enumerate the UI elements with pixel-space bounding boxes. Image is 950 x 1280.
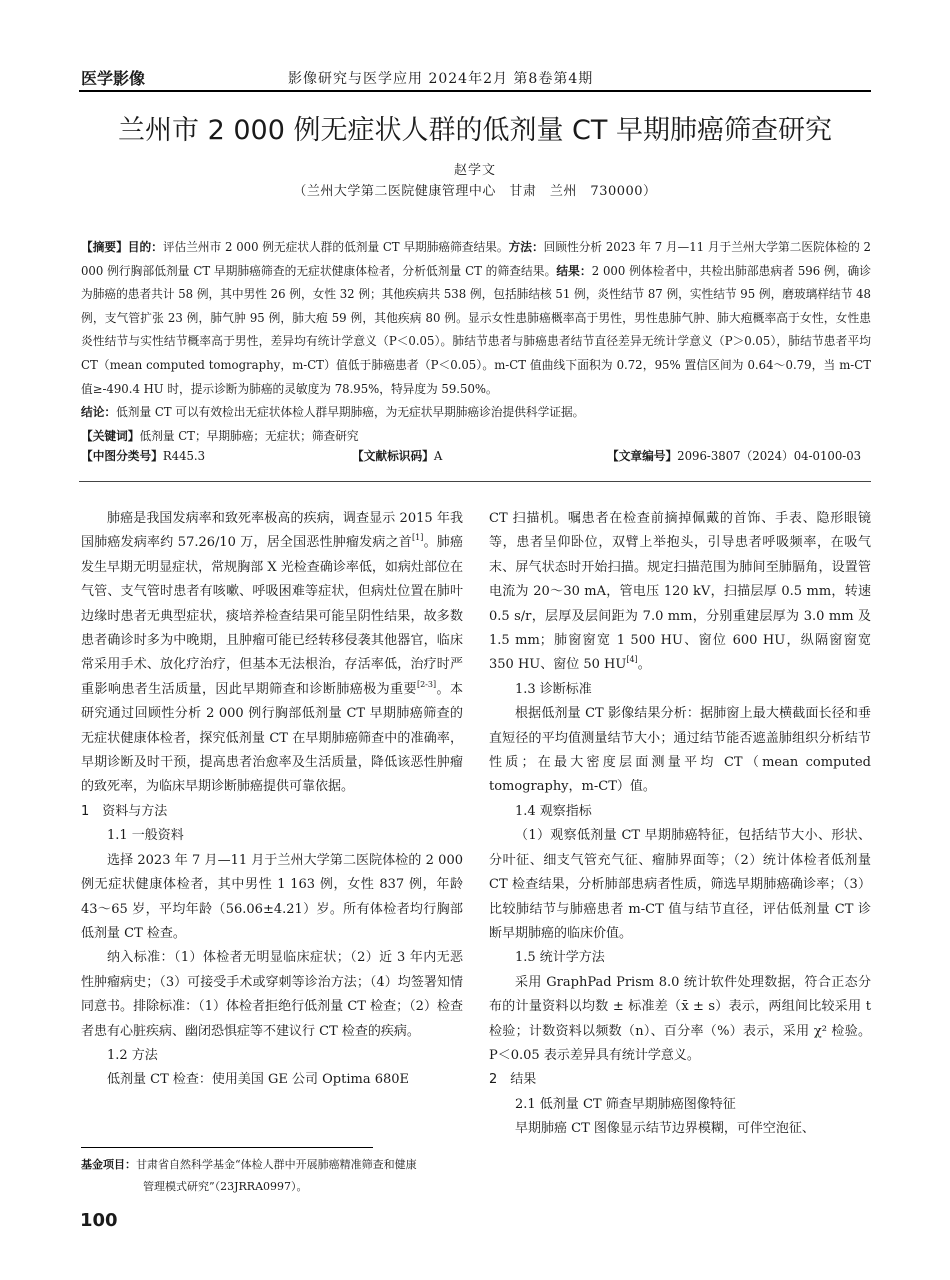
citation: [4] bbox=[626, 655, 638, 665]
method-label: 方法： bbox=[508, 240, 544, 254]
funding-text-1: 甘肃省自然科学基金“体检人群中开展肺癌精准筛查和健康 bbox=[136, 1158, 417, 1171]
paragraph-statistics: 采用 GraphPad Prism 8.0 统计软件处理数据，符合正态分布的计量资料以均数 ± 标准差（x̄ ± s）表示，两组间比较采用 t 检验；计数资料以频数（n）、百分率（%）表示，采用 χ² 检验。P＜0.05 表示差异具有统计学意义。 bbox=[489, 974, 871, 1063]
funding-text-2: 管理模式研究”（23JRRA0997）。 bbox=[143, 1180, 308, 1193]
abstract-result: 2 000 例体检者中，共检出肺部患病者 596 例，确诊为肺癌的患者共计 58 例，其中男性 26 例，女性 32 例；其他疾病共 538 例，包括肺结核 51 例，炎性结节 87 例，实性结节 95 例，磨玻璃样结节 48 例，支气管扩张 23 例，肺气肿 95 例，肺大疱 59 例，其他疾病 80 例。显示女性患肺癌概率高于男性，男性患肺气肿、肺大疱概率高于女性，女性患炎性结节与实性结节概率高于男性，差异均有统计学意义（P＜0.05）。肺结节患者与肺癌患者结节直径差异无统计学意义（P＞0.05），肺结节患者平均 CT（mean computed tomography，m-CT）值低于肺癌患者（P＜0.05）。m-CT 值曲线下面积为 0.72，95% 置信区间为 0.64～0.79，当 m-CT 值≥-490.4 HU 时，提示诊断为肺癌的灵敏度为 78.95%，特异度为 59.50%。 bbox=[81, 263, 871, 396]
article-value: 2096-3807（2024）04-0100-03 bbox=[677, 449, 862, 463]
result-label: 结果： bbox=[556, 263, 592, 278]
section-label: 医学影像 bbox=[81, 69, 146, 88]
keywords bbox=[81, 425, 871, 447]
heading-diagnostic-criteria: 1.3 诊断标准 bbox=[515, 681, 592, 697]
paragraph-diagnostic-criteria: 根据低剂量 CT 影像结果分析：据肺窗上最大横截面长径和垂直短径的平均值测量结节大小；通过结节能否遮盖肺组织分析结节性质；在最大密度层面测量平均 CT（mean computed tomography，m-CT）值。 bbox=[489, 706, 871, 795]
intro-paragraph bbox=[81, 507, 463, 800]
article-number bbox=[607, 448, 861, 464]
keywords-label: 【关键词】 bbox=[81, 429, 140, 443]
intro-text-1: 肺癌是我国发病率和致死率极高的疾病，调查显示 2015 年我国肺癌发病率约 57.26/10 万，居全国恶性肿瘤发病之首 bbox=[81, 511, 463, 551]
clc-label: 【中图分类号】 bbox=[81, 449, 163, 463]
affiliation: （兰州大学第二医院健康管理中心 甘肃 兰州 730000） bbox=[293, 184, 657, 199]
intro-text-2: 。肺癌发生早期无明显症状，常规胸部 X 光检查确诊率低，如病灶部位在气管、支气管时患者有咳嗽、呼吸困难等症状，但病灶位置在肺叶边缘时患者无典型症状，痰培养检查结果可能呈阴性结果，故多数患者确诊时多为中晚期，且肿瘤可能已经转移侵袭其他器官，临床常采用手术、放化疗治疗，但基本无法根治，存活率低，治疗时严重影响患者生活质量，因此早期筛查和诊断肺癌极为重要 bbox=[81, 535, 463, 697]
heading-method: 1.2 方法 bbox=[107, 1047, 158, 1063]
paragraph-method-cont bbox=[489, 507, 871, 678]
paragraph-method: 低剂量 CT 检查：使用美国 GE 公司 Optima 680E bbox=[107, 1072, 410, 1088]
heading-general-data: 1.1 一般资料 bbox=[107, 828, 184, 844]
page-number: 100 bbox=[80, 1210, 118, 1231]
heading-statistics: 1.5 统计学方法 bbox=[515, 950, 605, 966]
journal-header: 影像研究与医学应用 2024年2月 第8卷第4期 bbox=[288, 71, 594, 87]
citation: [2-3] bbox=[416, 679, 437, 689]
doc-value: A bbox=[433, 449, 443, 463]
paragraph-observation: （1）观察低剂量 CT 早期肺癌特征，包括结节大小、形状、分叶征、细支气管充气征、瘤肺界面等；（2）统计体检者低剂量 CT 检查结果，分析肺部患病者性质，筛选早期肺癌确诊率；（3）比较肺结节与肺癌患者 m-CT 值与结节直径，评估低剂量 CT 诊断早期肺癌的临床价值。 bbox=[489, 828, 871, 941]
doc-code bbox=[352, 448, 442, 464]
article-label: 【文章编号】 bbox=[607, 449, 678, 463]
clc-value: R445.3 bbox=[162, 449, 206, 463]
method-cont-text: CT 扫描机。嘱患者在检查前摘掉佩戴的首饰、手表、隐形眼镜等，患者呈仰卧位，双臂上举抱头，引导患者呼吸频率，在吸气末、屏气状态时开始扫描。规定扫描范围为肺间至肺膈角，设置管电流为 20～30 mA，管电压 120 kV，扫描层厚 0.5 mm，转速 0.5 s/r，层厚及层间距为 7.0 mm，分别重建层厚为 3.0 mm 及 1.5 mm；肺窗窗宽 1 500 HU、窗位 600 HU，纵隔窗窗宽 350 HU、窗位 50 HU bbox=[489, 511, 871, 673]
left-column bbox=[81, 507, 463, 1093]
abstract-label: 【摘要】 bbox=[81, 240, 128, 254]
citation: [1] bbox=[412, 533, 424, 543]
footnote-rule bbox=[81, 1147, 373, 1148]
purpose-label: 目的： bbox=[127, 240, 163, 254]
heading-observation: 1.4 观察指标 bbox=[515, 803, 592, 819]
paragraph-general-data: 选择 2023 年 7 月—11 月于兰州大学第二医院体检的 2 000 例无症状健康体检者，其中男性 1 163 例，女性 837 例，年龄 43～65 岁，平均年龄（56.06±4.21）岁。所有体检者均行胸部低剂量 CT 检查。 bbox=[81, 852, 463, 941]
paragraph-image-features: 早期肺癌 CT 图像显示结节边界模糊，可伴空泡征、 bbox=[515, 1121, 815, 1137]
method-cont-end: 。 bbox=[637, 657, 651, 673]
abstract bbox=[81, 236, 871, 425]
doc-label: 【文献标识码】 bbox=[352, 449, 434, 463]
paragraph-criteria: 纳入标准：（1）体检者无明显临床症状；（2）近 3 年内无恶性肿瘤病史；（3）可接受手术或穿刺等诊治方法；（4）均签署知情同意书。排除标准：（1）体检者拒绝行低剂量 CT 检查；（2）检查者患有心脏疾病、幽闭恐惧症等不建议行 CT 检查的疾病。 bbox=[81, 950, 463, 1039]
abstract-rule bbox=[79, 481, 871, 482]
conclusion-label: 结论： bbox=[81, 405, 117, 420]
header-rule bbox=[79, 90, 871, 92]
abstract-method: 回顾性分析 2023 年 7 月—11 月于兰州大学第二医院体检的 2 000 例行胸部低剂量 CT 早期肺癌筛查的无症状健康体检者，分析低剂量 CT 的筛查结果。 bbox=[81, 240, 871, 278]
funding-footnote bbox=[81, 1154, 461, 1198]
author: 赵学文 bbox=[453, 163, 496, 178]
heading-materials-methods: 1 资料与方法 bbox=[81, 803, 168, 819]
keywords-text: 低剂量 CT；早期肺癌；无症状；筛查研究 bbox=[139, 429, 359, 443]
heading-image-features: 2.1 低剂量 CT 筛查早期肺癌图像特征 bbox=[515, 1096, 736, 1112]
abstract-purpose: 评估兰州市 2 000 例无症状人群的低剂量 CT 早期肺癌筛查结果。 bbox=[162, 240, 509, 254]
clc-number bbox=[81, 448, 205, 464]
article-title: 兰州市 2 000 例无症状人群的低剂量 CT 早期肺癌筛查研究 bbox=[118, 115, 832, 146]
heading-results: 2 结果 bbox=[489, 1072, 537, 1088]
funding-label: 基金项目： bbox=[81, 1158, 136, 1171]
intro-text-3: 。本研究通过回顾性分析 2 000 例行胸部低剂量 CT 早期肺癌筛查的无症状健康体检者，探究低剂量 CT 在早期肺癌筛查中的准确率，早期诊断及时干预，提高患者治愈率及生活质量，降低该恶性肿瘤的致死率，为临床早期诊断肺癌提供可靠依据。 bbox=[81, 681, 463, 795]
abstract-conclusion: 低剂量 CT 可以有效检出无症状体检人群早期肺癌，为无症状早期肺癌诊治提供科学证据。 bbox=[116, 405, 585, 420]
right-column bbox=[489, 507, 871, 1142]
